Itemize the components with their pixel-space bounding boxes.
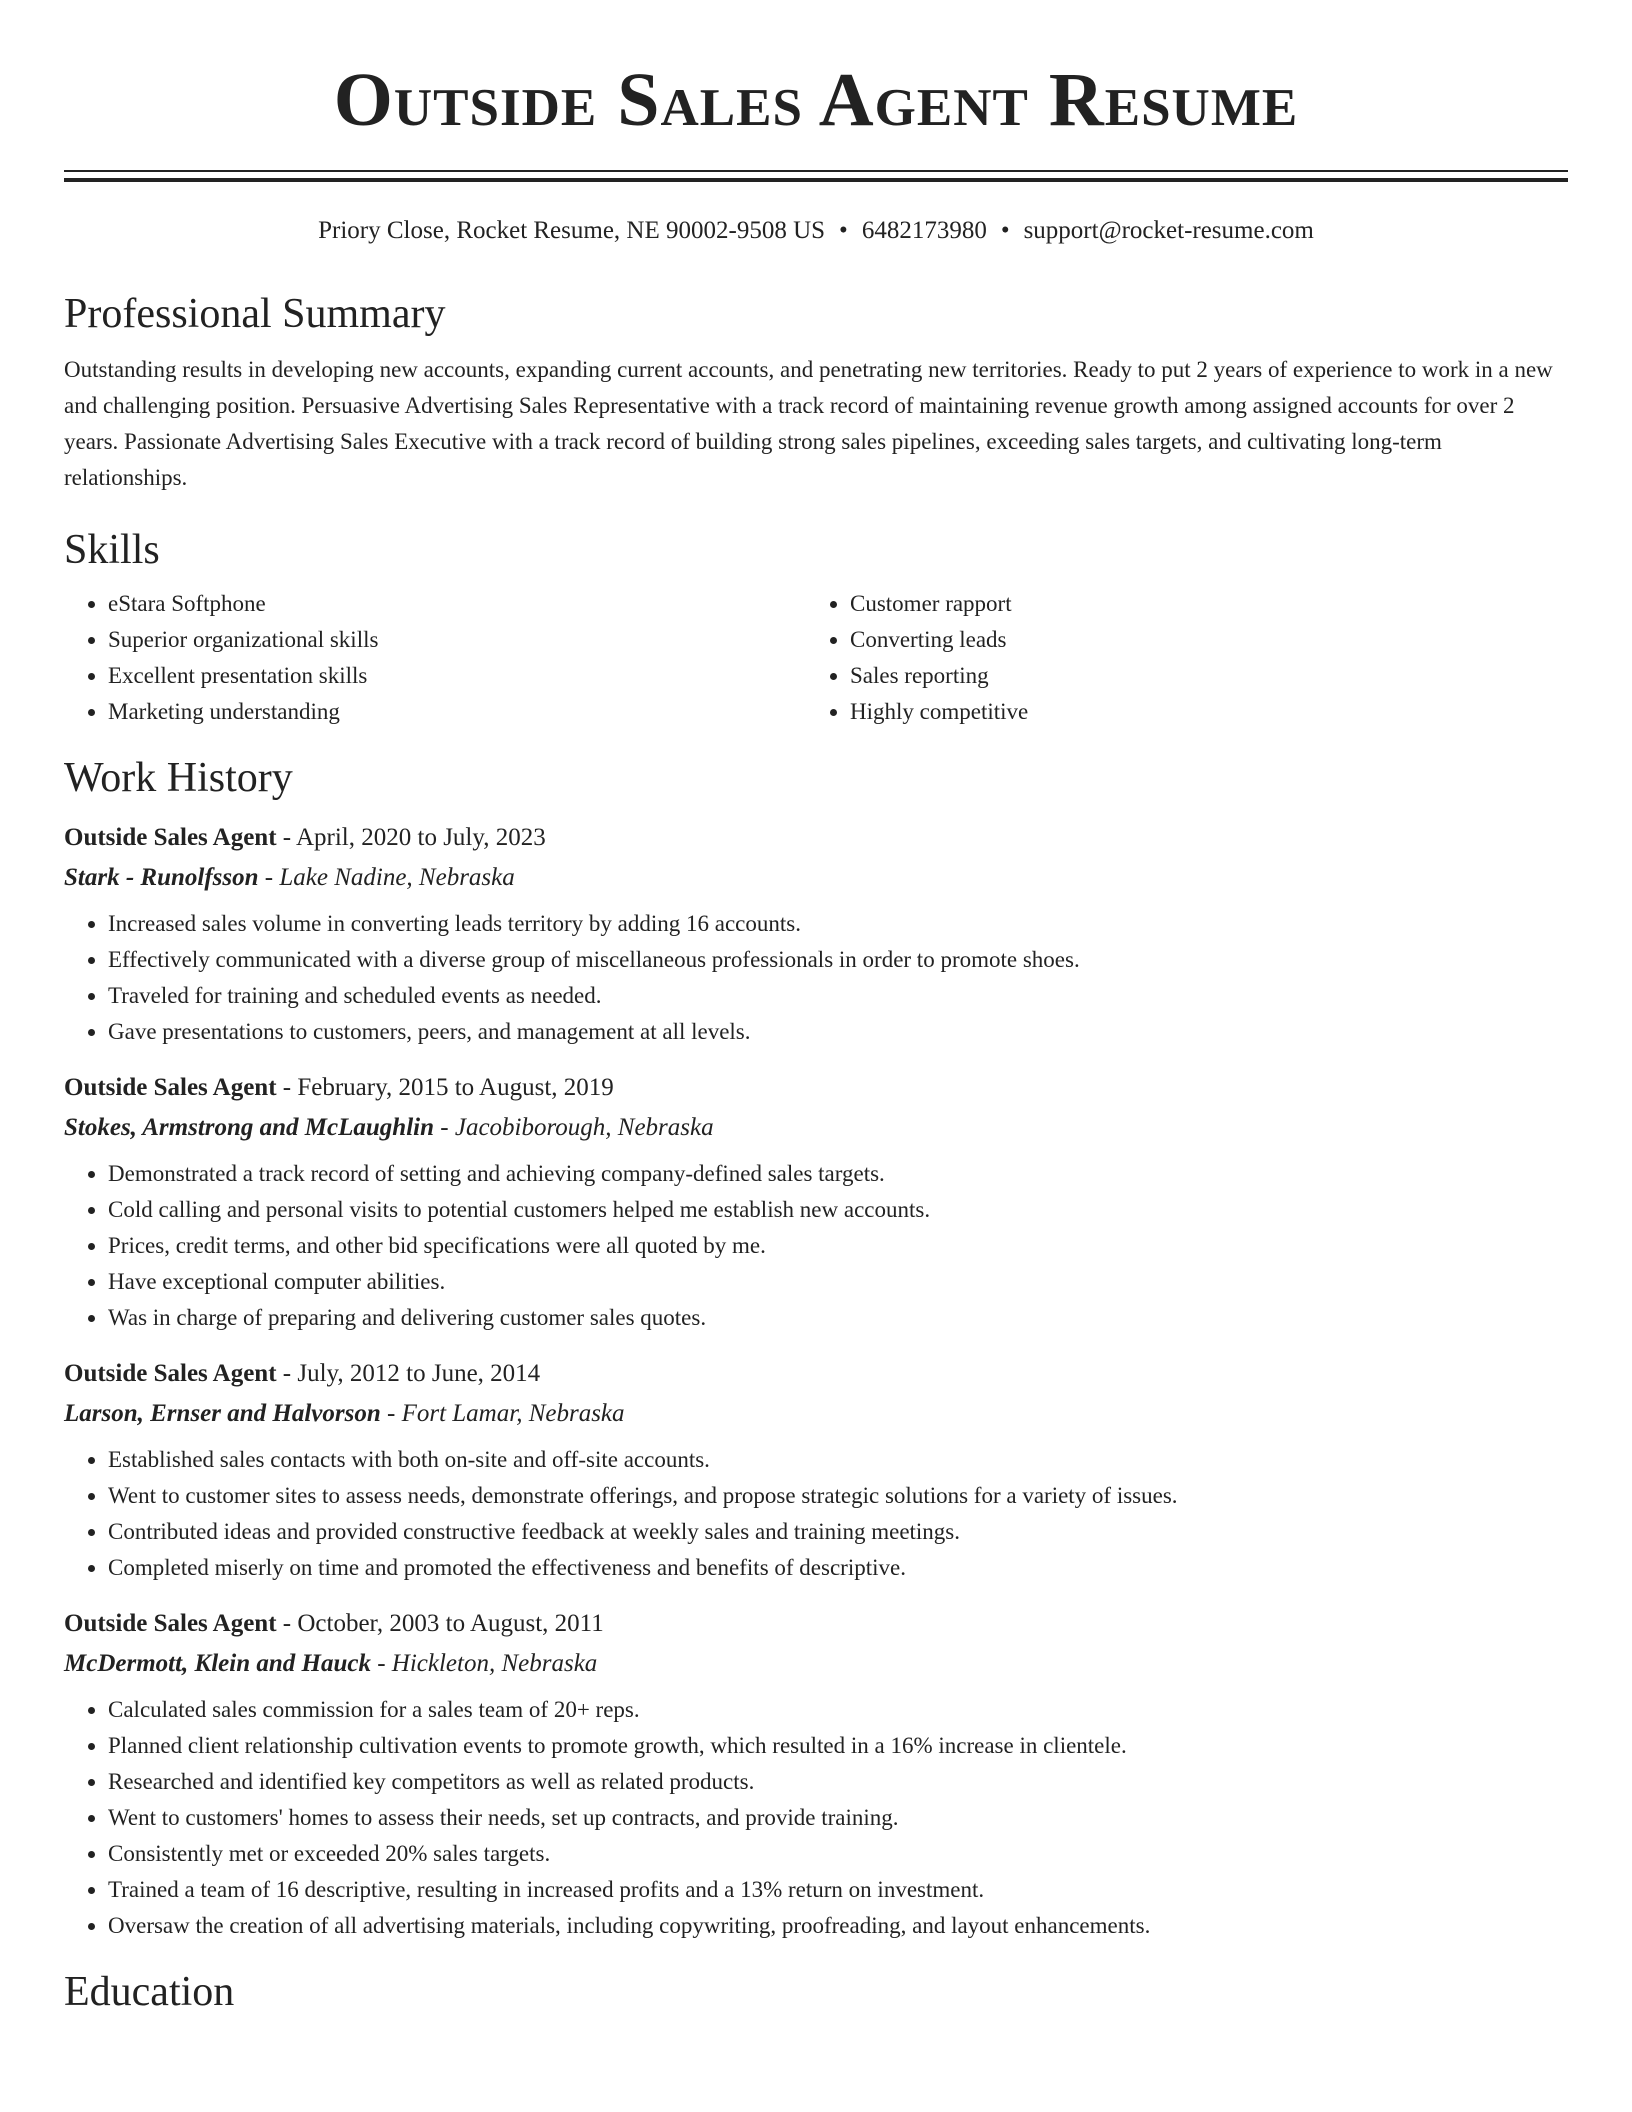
contact-line [64,216,1568,246]
job-bullets [64,1442,1568,1586]
job-bullet: • Calculated sales commission for a sales team of 20+ reps. [108,1692,1568,1728]
job-entry [64,818,1568,1050]
job-title: Outside Sales Agent [64,1074,277,1101]
job-bullet: • Oversaw the creation of all advertising materials, including copywriting, proofreading, and layout enhancements. [108,1908,1568,1944]
job-bullet: • Planned client relationship cultivation events to promote growth, which resulted in a 16% increase in clientele. [108,1728,1568,1764]
company-location: Jacobiborough, Nebraska [454,1114,714,1141]
company-line [64,1108,1568,1148]
job-entry [64,1604,1568,1944]
job-bullet: • Increased sales volume in converting leads territory by adding 16 accounts. [108,906,1568,942]
job-bullet: • Trained a team of 16 descriptive, resulting in increased profits and a 13% return on investment. [108,1872,1568,1908]
job-title: Outside Sales Agent [64,1360,277,1387]
job-bullet: • Effectively communicated with a diverse group of miscellaneous professionals in order to promote shoes. [108,942,1568,978]
job-title-line [64,1068,1568,1108]
job-dates: July, 2012 to June, 2014 [297,1360,541,1387]
skills-column-left [64,586,806,730]
skill-item: • eStara Softphone [108,586,806,622]
job-bullet: • Established sales contacts with both on-site and off-site accounts. [108,1442,1568,1478]
skill-item: • Sales reporting [850,658,1548,694]
job-entry [64,1068,1568,1336]
job-bullets [64,1156,1568,1336]
company-dash: - [377,1650,386,1677]
job-bullet: • Prices, credit terms, and other bid specifications were all quoted by me. [108,1228,1568,1264]
skill-item: • Marketing understanding [108,694,806,730]
job-title-line [64,1354,1568,1394]
skills-column-right [806,586,1548,730]
company-line [64,1644,1568,1684]
job-bullet: • Consistently met or exceeded 20% sales targets. [108,1836,1568,1872]
title-divider-thin [64,170,1568,172]
company-name: Larson, Ernser and Halvorson [64,1400,381,1427]
company-line [64,1394,1568,1434]
job-bullet: • Went to customers' homes to assess their needs, set up contracts, and provide training. [108,1800,1568,1836]
job-dates: April, 2020 to July, 2023 [295,824,546,851]
skills-list [64,586,1568,730]
company-location: Lake Nadine, Nebraska [279,864,515,891]
company-name: Stark - Runolfsson [64,864,259,891]
company-dash: - [440,1114,449,1141]
company-name: Stokes, Armstrong and McLaughlin [64,1114,435,1141]
resume-page [64,0,1568,2018]
job-bullets [64,1692,1568,1944]
job-bullet: • Went to customer sites to assess needs, demonstrate offerings, and propose strategic solutions for a variety of issues. [108,1478,1568,1514]
job-dash: - [282,1610,292,1637]
skill-item: • Excellent presentation skills [108,658,806,694]
job-dash: - [282,824,292,851]
skill-item: • Customer rapport [850,586,1548,622]
skill-item: • Highly competitive [850,694,1548,730]
job-dash: - [282,1074,292,1101]
job-bullet: • Completed miserly on time and promoted the effectiveness and benefits of descriptive. [108,1550,1568,1586]
job-dates: October, 2003 to August, 2011 [297,1610,604,1637]
contact-phone: 6482173980 [861,217,987,244]
job-dates: February, 2015 to August, 2019 [297,1074,614,1101]
summary-heading: Professional Summary [64,291,446,337]
job-bullet: • Have exceptional computer abilities. [108,1264,1568,1300]
job-title: Outside Sales Agent [64,1610,277,1637]
skills-heading: Skills [64,527,160,573]
skill-item: • Converting leads [850,622,1548,658]
job-bullet: • Was in charge of preparing and delivering customer sales quotes. [108,1300,1568,1336]
job-title-line [64,1604,1568,1644]
job-dash: - [282,1360,292,1387]
job-bullet: • Cold calling and personal visits to potential customers helped me establish new accounts. [108,1192,1568,1228]
work-history-list [64,818,1568,1944]
job-bullet: • Gave presentations to customers, peers, and management at all levels. [108,1014,1568,1050]
job-title: Outside Sales Agent [64,824,277,851]
company-dash: - [264,864,274,891]
skill-item: • Superior organizational skills [108,622,806,658]
company-name: McDermott, Klein and Hauck [64,1650,371,1677]
company-location: Fort Lamar, Nebraska [401,1400,625,1427]
job-bullets [64,906,1568,1050]
resume-title: Outside Sales Agent Resume [333,58,1299,142]
contact-address: Priory Close, Rocket Resume, NE 90002-9508 US [318,217,826,244]
job-title-line [64,818,1568,858]
company-dash: - [387,1400,396,1427]
contact-separator: • [1000,217,1010,244]
work-history-heading: Work History [64,755,293,801]
job-bullet: • Traveled for training and scheduled events as needed. [108,978,1568,1014]
education-heading: Education [64,1969,235,2015]
summary-text: Outstanding results in developing new accounts, expanding current accounts, and penetrating new territories. Ready to put 2 years of experience to work in a new and challenging position. Persuasive Advertising Sales Representative with a track record of maintaining revenue growth among assigned accounts for over 2 years. Passionate Advertising Sales Executive with a track record of building strong sales pipelines, exceeding sales targets, and cultivating long-term relationships. [64,357,1553,490]
job-entry [64,1354,1568,1586]
contact-separator: • [839,217,848,244]
contact-email: support@rocket-resume.com [1023,217,1314,244]
title-divider-thick [64,178,1568,182]
company-location: Hickleton, Nebraska [391,1650,598,1677]
company-line [64,858,1568,898]
job-bullet: • Demonstrated a track record of setting and achieving company-defined sales targets. [108,1156,1568,1192]
job-bullet: • Contributed ideas and provided constructive feedback at weekly sales and training meetings. [108,1514,1568,1550]
job-bullet: • Researched and identified key competitors as well as related products. [108,1764,1568,1800]
